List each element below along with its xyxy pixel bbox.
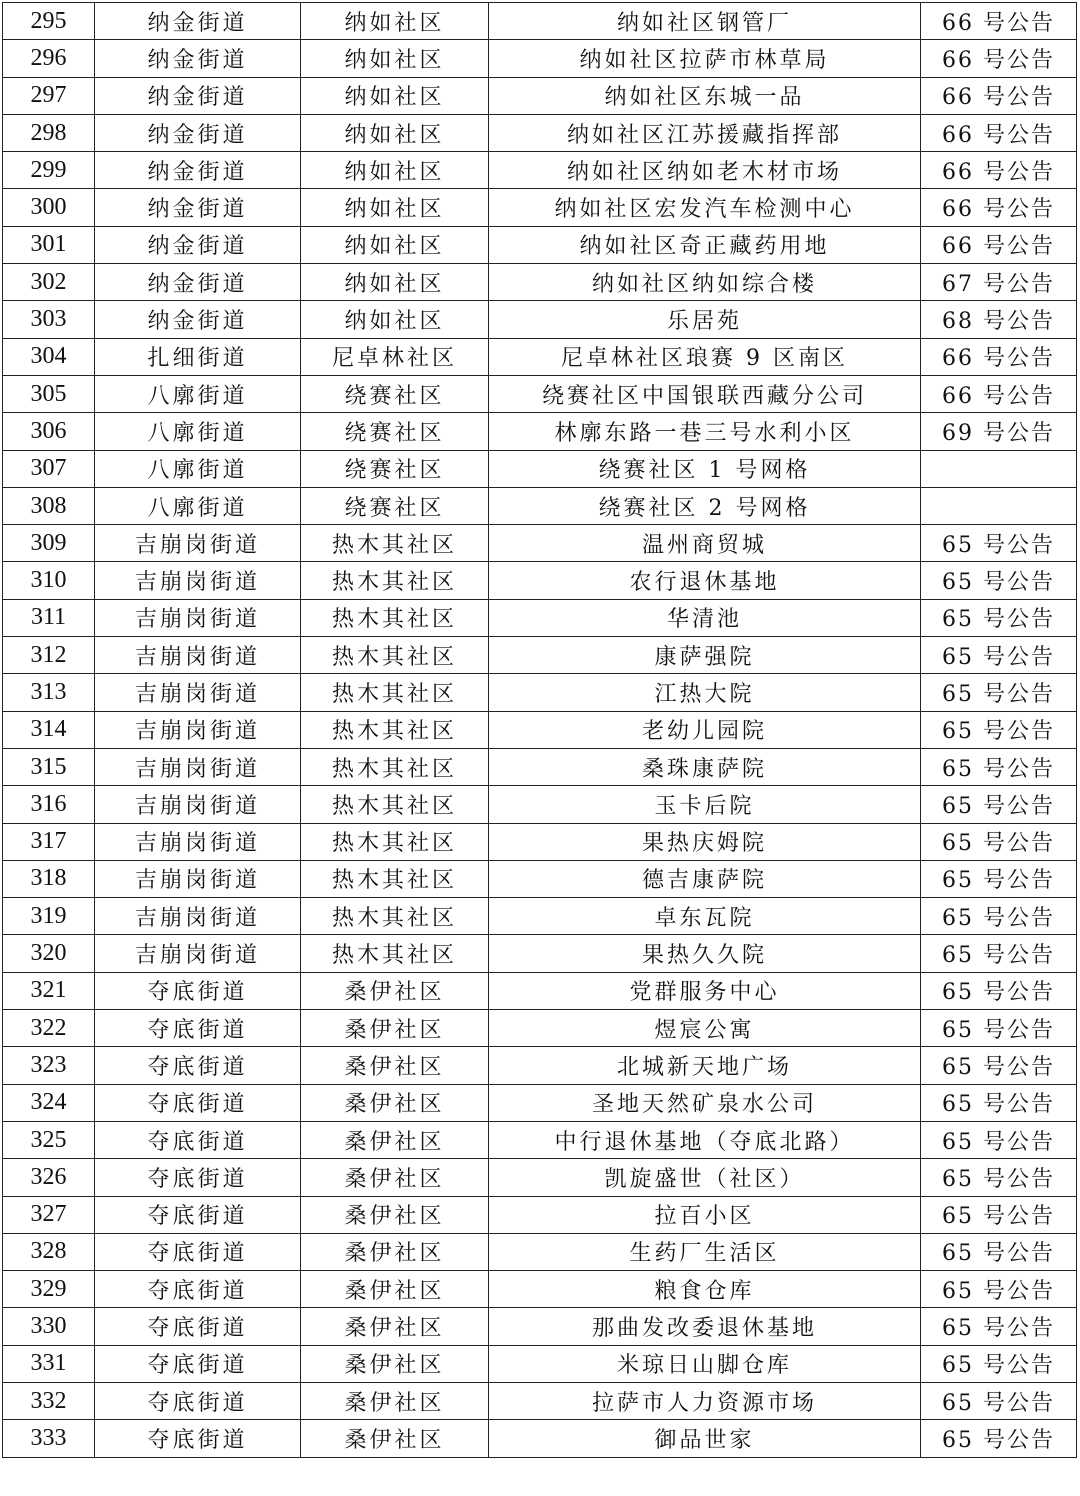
- street-cell: 吉崩岗街道: [95, 562, 301, 599]
- table-row: [3, 152, 1077, 189]
- row-number-cell: 300: [3, 189, 95, 226]
- location-cell: 纳如社区东城一品: [489, 77, 921, 114]
- notice-cell: 65 号公告: [921, 1233, 1077, 1270]
- location-cell: 农行退休基地: [489, 562, 921, 599]
- row-number-cell: 307: [3, 450, 95, 487]
- notice-cell: 65 号公告: [921, 1308, 1077, 1345]
- location-cell: 拉萨市人力资源市场: [489, 1382, 921, 1419]
- community-cell: 纳如社区: [301, 77, 489, 114]
- table-row: [3, 114, 1077, 151]
- table-row: [3, 301, 1077, 338]
- row-number-cell: 315: [3, 748, 95, 785]
- table-row: [3, 898, 1077, 935]
- row-number-cell: 327: [3, 1196, 95, 1233]
- notice-cell: 65 号公告: [921, 1121, 1077, 1158]
- notice-cell: 67 号公告: [921, 264, 1077, 301]
- community-cell: 纳如社区: [301, 301, 489, 338]
- location-cell: 卓东瓦院: [489, 898, 921, 935]
- community-cell: 热木其社区: [301, 786, 489, 823]
- notice-cell: 66 号公告: [921, 375, 1077, 412]
- row-number-cell: 329: [3, 1271, 95, 1308]
- street-cell: 八廓街道: [95, 450, 301, 487]
- notice-cell: 65 号公告: [921, 786, 1077, 823]
- row-number-cell: 319: [3, 898, 95, 935]
- table-row: [3, 413, 1077, 450]
- location-cell: 粮食仓库: [489, 1271, 921, 1308]
- location-cell: 党群服务中心: [489, 972, 921, 1009]
- community-cell: 纳如社区: [301, 152, 489, 189]
- table-row: [3, 562, 1077, 599]
- notice-cell: 65 号公告: [921, 898, 1077, 935]
- street-cell: 吉崩岗街道: [95, 674, 301, 711]
- community-cell: 热木其社区: [301, 711, 489, 748]
- table-row: [3, 3, 1077, 40]
- community-cell: 桑伊社区: [301, 1047, 489, 1084]
- table-row: [3, 1196, 1077, 1233]
- street-cell: 夺底街道: [95, 1420, 301, 1457]
- table-row: [3, 264, 1077, 301]
- community-cell: 绕赛社区: [301, 450, 489, 487]
- notice-cell: 65 号公告: [921, 935, 1077, 972]
- notice-cell: 65 号公告: [921, 748, 1077, 785]
- community-cell: 热木其社区: [301, 674, 489, 711]
- street-cell: 夺底街道: [95, 972, 301, 1009]
- table-row: [3, 1345, 1077, 1382]
- community-cell: 热木其社区: [301, 562, 489, 599]
- community-cell: 纳如社区: [301, 226, 489, 263]
- location-cell: 纳如社区钢管厂: [489, 3, 921, 40]
- notice-cell: 65 号公告: [921, 1159, 1077, 1196]
- community-cell: 绕赛社区: [301, 487, 489, 524]
- street-cell: 夺底街道: [95, 1308, 301, 1345]
- street-cell: 吉崩岗街道: [95, 860, 301, 897]
- table-row: [3, 525, 1077, 562]
- table-row: [3, 1420, 1077, 1457]
- street-cell: 吉崩岗街道: [95, 935, 301, 972]
- street-cell: 夺底街道: [95, 1010, 301, 1047]
- street-cell: 八廓街道: [95, 487, 301, 524]
- street-cell: 吉崩岗街道: [95, 748, 301, 785]
- street-cell: 八廓街道: [95, 375, 301, 412]
- row-number-cell: 298: [3, 114, 95, 151]
- location-cell: 温州商贸城: [489, 525, 921, 562]
- location-cell: 生药厂生活区: [489, 1233, 921, 1270]
- community-cell: 绕赛社区: [301, 413, 489, 450]
- street-cell: 吉崩岗街道: [95, 637, 301, 674]
- street-cell: 纳金街道: [95, 264, 301, 301]
- location-cell: 林廓东路一巷三号水利小区: [489, 413, 921, 450]
- location-cell: 乐居苑: [489, 301, 921, 338]
- notice-cell: 65 号公告: [921, 637, 1077, 674]
- community-cell: 热木其社区: [301, 898, 489, 935]
- notice-cell: 65 号公告: [921, 674, 1077, 711]
- location-cell: 圣地天然矿泉水公司: [489, 1084, 921, 1121]
- row-number-cell: 325: [3, 1121, 95, 1158]
- notice-cell: 65 号公告: [921, 525, 1077, 562]
- community-cell: 桑伊社区: [301, 972, 489, 1009]
- row-number-cell: 310: [3, 562, 95, 599]
- notice-cell: 66 号公告: [921, 226, 1077, 263]
- street-cell: 纳金街道: [95, 301, 301, 338]
- row-number-cell: 314: [3, 711, 95, 748]
- community-cell: 热木其社区: [301, 935, 489, 972]
- street-cell: 扎细街道: [95, 338, 301, 375]
- table-row: [3, 1084, 1077, 1121]
- community-cell: 桑伊社区: [301, 1084, 489, 1121]
- area-list-table: [2, 2, 1077, 1458]
- community-cell: 桑伊社区: [301, 1159, 489, 1196]
- community-cell: 纳如社区: [301, 189, 489, 226]
- street-cell: 吉崩岗街道: [95, 898, 301, 935]
- location-cell: 凯旋盛世（社区）: [489, 1159, 921, 1196]
- street-cell: 夺底街道: [95, 1084, 301, 1121]
- table-row: [3, 226, 1077, 263]
- street-cell: 夺底街道: [95, 1047, 301, 1084]
- community-cell: 绕赛社区: [301, 375, 489, 412]
- notice-cell: 66 号公告: [921, 338, 1077, 375]
- table-row: [3, 1159, 1077, 1196]
- community-cell: 热木其社区: [301, 823, 489, 860]
- street-cell: 夺底街道: [95, 1345, 301, 1382]
- row-number-cell: 306: [3, 413, 95, 450]
- street-cell: 吉崩岗街道: [95, 525, 301, 562]
- notice-cell: 66 号公告: [921, 114, 1077, 151]
- community-cell: 桑伊社区: [301, 1196, 489, 1233]
- location-cell: 江热大院: [489, 674, 921, 711]
- row-number-cell: 322: [3, 1010, 95, 1047]
- row-number-cell: 320: [3, 935, 95, 972]
- row-number-cell: 303: [3, 301, 95, 338]
- row-number-cell: 304: [3, 338, 95, 375]
- community-cell: 热木其社区: [301, 525, 489, 562]
- row-number-cell: 318: [3, 860, 95, 897]
- notice-cell: 65 号公告: [921, 1084, 1077, 1121]
- row-number-cell: 332: [3, 1382, 95, 1419]
- community-cell: 纳如社区: [301, 114, 489, 151]
- notice-cell: 66 号公告: [921, 152, 1077, 189]
- notice-cell: 65 号公告: [921, 972, 1077, 1009]
- community-cell: 桑伊社区: [301, 1420, 489, 1457]
- community-cell: 热木其社区: [301, 860, 489, 897]
- row-number-cell: 301: [3, 226, 95, 263]
- street-cell: 吉崩岗街道: [95, 711, 301, 748]
- notice-cell: 66 号公告: [921, 189, 1077, 226]
- row-number-cell: 313: [3, 674, 95, 711]
- location-cell: 玉卡后院: [489, 786, 921, 823]
- notice-cell: 65 号公告: [921, 860, 1077, 897]
- notice-cell: [921, 450, 1077, 487]
- table-row: [3, 1308, 1077, 1345]
- street-cell: 纳金街道: [95, 189, 301, 226]
- table-row: [3, 786, 1077, 823]
- row-number-cell: 316: [3, 786, 95, 823]
- community-cell: 桑伊社区: [301, 1345, 489, 1382]
- location-cell: 御品世家: [489, 1420, 921, 1457]
- row-number-cell: 330: [3, 1308, 95, 1345]
- street-cell: 纳金街道: [95, 77, 301, 114]
- notice-cell: 65 号公告: [921, 711, 1077, 748]
- street-cell: 吉崩岗街道: [95, 786, 301, 823]
- location-cell: 果热庆姆院: [489, 823, 921, 860]
- location-cell: 康萨强院: [489, 637, 921, 674]
- row-number-cell: 311: [3, 599, 95, 636]
- row-number-cell: 328: [3, 1233, 95, 1270]
- notice-cell: 66 号公告: [921, 77, 1077, 114]
- community-cell: 桑伊社区: [301, 1010, 489, 1047]
- location-cell: 那曲发改委退休基地: [489, 1308, 921, 1345]
- location-cell: 老幼儿园院: [489, 711, 921, 748]
- table-row: [3, 935, 1077, 972]
- row-number-cell: 305: [3, 375, 95, 412]
- notice-cell: 69 号公告: [921, 413, 1077, 450]
- table-row: [3, 599, 1077, 636]
- location-cell: 纳如社区宏发汽车检测中心: [489, 189, 921, 226]
- notice-cell: [921, 487, 1077, 524]
- location-cell: 华清池: [489, 599, 921, 636]
- street-cell: 八廓街道: [95, 413, 301, 450]
- row-number-cell: 296: [3, 40, 95, 77]
- notice-cell: 65 号公告: [921, 1047, 1077, 1084]
- table-row: [3, 450, 1077, 487]
- table-row: [3, 40, 1077, 77]
- location-cell: 纳如社区拉萨市林草局: [489, 40, 921, 77]
- notice-cell: 68 号公告: [921, 301, 1077, 338]
- location-cell: 桑珠康萨院: [489, 748, 921, 785]
- table-body: [3, 3, 1077, 1458]
- street-cell: 夺底街道: [95, 1196, 301, 1233]
- row-number-cell: 333: [3, 1420, 95, 1457]
- table-row: [3, 338, 1077, 375]
- location-cell: 果热久久院: [489, 935, 921, 972]
- row-number-cell: 308: [3, 487, 95, 524]
- community-cell: 热木其社区: [301, 599, 489, 636]
- street-cell: 夺底街道: [95, 1382, 301, 1419]
- row-number-cell: 309: [3, 525, 95, 562]
- location-cell: 纳如社区纳如综合楼: [489, 264, 921, 301]
- street-cell: 纳金街道: [95, 114, 301, 151]
- street-cell: 纳金街道: [95, 152, 301, 189]
- row-number-cell: 326: [3, 1159, 95, 1196]
- street-cell: 夺底街道: [95, 1233, 301, 1270]
- notice-cell: 65 号公告: [921, 823, 1077, 860]
- location-cell: 尼卓林社区琅赛 9 区南区: [489, 338, 921, 375]
- notice-cell: 65 号公告: [921, 1196, 1077, 1233]
- table-row: [3, 1047, 1077, 1084]
- street-cell: 吉崩岗街道: [95, 823, 301, 860]
- location-cell: 北城新天地广场: [489, 1047, 921, 1084]
- table-row: [3, 637, 1077, 674]
- table-row: [3, 1382, 1077, 1419]
- street-cell: 纳金街道: [95, 3, 301, 40]
- row-number-cell: 295: [3, 3, 95, 40]
- community-cell: 桑伊社区: [301, 1233, 489, 1270]
- street-cell: 纳金街道: [95, 40, 301, 77]
- location-cell: 德吉康萨院: [489, 860, 921, 897]
- table-row: [3, 972, 1077, 1009]
- community-cell: 热木其社区: [301, 637, 489, 674]
- row-number-cell: 312: [3, 637, 95, 674]
- table-row: [3, 674, 1077, 711]
- location-cell: 绕赛社区 2 号网格: [489, 487, 921, 524]
- location-cell: 纳如社区奇正藏药用地: [489, 226, 921, 263]
- community-cell: 桑伊社区: [301, 1382, 489, 1419]
- community-cell: 纳如社区: [301, 264, 489, 301]
- street-cell: 夺底街道: [95, 1159, 301, 1196]
- community-cell: 热木其社区: [301, 748, 489, 785]
- notice-cell: 66 号公告: [921, 40, 1077, 77]
- location-cell: 纳如社区江苏援藏指挥部: [489, 114, 921, 151]
- location-cell: 米琼日山脚仓库: [489, 1345, 921, 1382]
- community-cell: 桑伊社区: [301, 1271, 489, 1308]
- community-cell: 纳如社区: [301, 40, 489, 77]
- row-number-cell: 299: [3, 152, 95, 189]
- community-cell: 桑伊社区: [301, 1121, 489, 1158]
- row-number-cell: 317: [3, 823, 95, 860]
- table-row: [3, 487, 1077, 524]
- table-row: [3, 1121, 1077, 1158]
- table-row: [3, 1233, 1077, 1270]
- table-row: [3, 189, 1077, 226]
- notice-cell: 65 号公告: [921, 1382, 1077, 1419]
- location-cell: 纳如社区纳如老木材市场: [489, 152, 921, 189]
- table-row: [3, 77, 1077, 114]
- community-cell: 桑伊社区: [301, 1308, 489, 1345]
- notice-cell: 65 号公告: [921, 599, 1077, 636]
- location-cell: 拉百小区: [489, 1196, 921, 1233]
- street-cell: 夺底街道: [95, 1271, 301, 1308]
- table-row: [3, 860, 1077, 897]
- community-cell: 尼卓林社区: [301, 338, 489, 375]
- table-row: [3, 1010, 1077, 1047]
- table-row: [3, 823, 1077, 860]
- location-cell: 绕赛社区中国银联西藏分公司: [489, 375, 921, 412]
- notice-cell: 66 号公告: [921, 3, 1077, 40]
- location-cell: 绕赛社区 1 号网格: [489, 450, 921, 487]
- table-row: [3, 748, 1077, 785]
- street-cell: 纳金街道: [95, 226, 301, 263]
- street-cell: 吉崩岗街道: [95, 599, 301, 636]
- table-row: [3, 1271, 1077, 1308]
- location-cell: 中行退休基地（夺底北路）: [489, 1121, 921, 1158]
- street-cell: 夺底街道: [95, 1121, 301, 1158]
- location-cell: 煜宸公寓: [489, 1010, 921, 1047]
- row-number-cell: 302: [3, 264, 95, 301]
- notice-cell: 65 号公告: [921, 1271, 1077, 1308]
- table-row: [3, 711, 1077, 748]
- row-number-cell: 323: [3, 1047, 95, 1084]
- notice-cell: 65 号公告: [921, 562, 1077, 599]
- row-number-cell: 331: [3, 1345, 95, 1382]
- table-row: [3, 375, 1077, 412]
- notice-cell: 65 号公告: [921, 1010, 1077, 1047]
- notice-cell: 65 号公告: [921, 1345, 1077, 1382]
- row-number-cell: 321: [3, 972, 95, 1009]
- row-number-cell: 324: [3, 1084, 95, 1121]
- notice-cell: 65 号公告: [921, 1420, 1077, 1457]
- row-number-cell: 297: [3, 77, 95, 114]
- community-cell: 纳如社区: [301, 3, 489, 40]
